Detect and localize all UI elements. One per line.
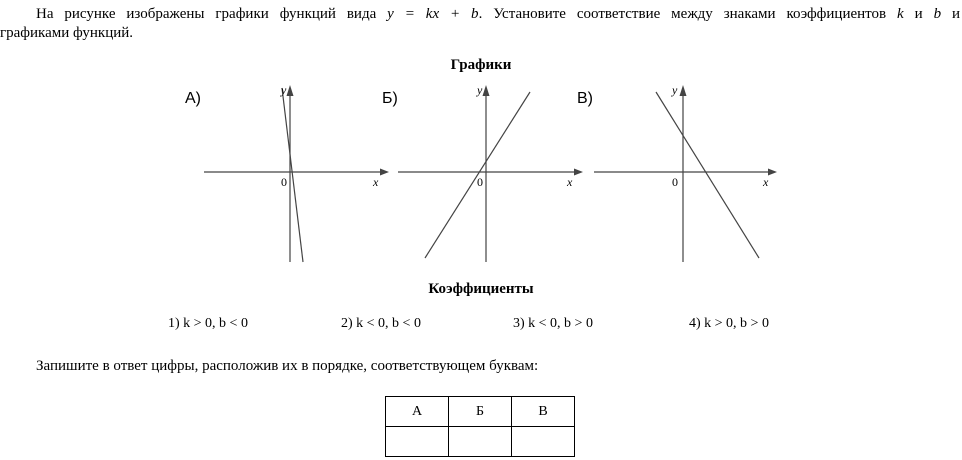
graph-panel-a xyxy=(185,83,389,262)
y-axis-label: y xyxy=(281,83,287,97)
graph-panel-b xyxy=(382,83,583,262)
answer-header-c: В xyxy=(512,397,575,427)
answer-cell-c[interactable] xyxy=(512,427,575,457)
graph-panel-c xyxy=(577,83,777,262)
coefficients-heading: Коэффициенты xyxy=(428,281,534,297)
task-text-mid: . Установите соответствие между знаками коэффициентов xyxy=(478,6,898,22)
option-1: 1) k > 0, b < 0 xyxy=(168,316,248,331)
x-axis-label: x xyxy=(373,175,379,189)
origin-label: 0 xyxy=(477,175,483,189)
answer-cell-a[interactable] xyxy=(386,427,449,457)
graphs-heading: Графики xyxy=(450,57,512,73)
panel-letter-b: Б) xyxy=(382,90,398,107)
answer-instruction: Запишите в ответ цифры, расположив их в порядке, соответствующем буквам: xyxy=(36,358,539,374)
y-axis-arrow xyxy=(483,85,490,96)
y-axis-label: y xyxy=(672,83,678,97)
option-4: 4) k > 0, b > 0 xyxy=(689,316,769,331)
answer-table xyxy=(385,396,575,457)
x-axis-arrow xyxy=(768,169,777,176)
formula: y = kx + b xyxy=(387,6,479,22)
and-word: и xyxy=(903,6,934,22)
option-2: 2) k < 0, b < 0 xyxy=(341,316,421,331)
task-text-end: и xyxy=(941,6,961,22)
x-axis-label: x xyxy=(567,175,573,189)
y-axis-label: y xyxy=(477,83,483,97)
answer-table-header-row xyxy=(386,397,575,427)
answer-cell-b[interactable] xyxy=(449,427,512,457)
y-axis-arrow xyxy=(680,85,687,96)
task-text-start: На рисунке изображены графики функций вида xyxy=(36,6,388,22)
answer-table-input-row xyxy=(386,427,575,457)
origin-label: 0 xyxy=(281,175,287,189)
answer-header-a: А xyxy=(386,397,449,427)
x-axis-arrow xyxy=(380,169,389,176)
panel-letter-c: В) xyxy=(577,90,593,107)
x-axis-label: x xyxy=(763,175,769,189)
coef-k-symbol: k xyxy=(897,6,904,22)
panel-letter-a: А) xyxy=(185,90,201,107)
task-statement-line2: графиками функций. xyxy=(0,25,134,41)
option-3: 3) k < 0, b > 0 xyxy=(513,316,593,331)
origin-label: 0 xyxy=(672,175,678,189)
coef-b-symbol: b xyxy=(933,6,942,22)
y-axis-arrow xyxy=(287,85,294,96)
answer-header-b: Б xyxy=(449,397,512,427)
x-axis-arrow xyxy=(574,169,583,176)
